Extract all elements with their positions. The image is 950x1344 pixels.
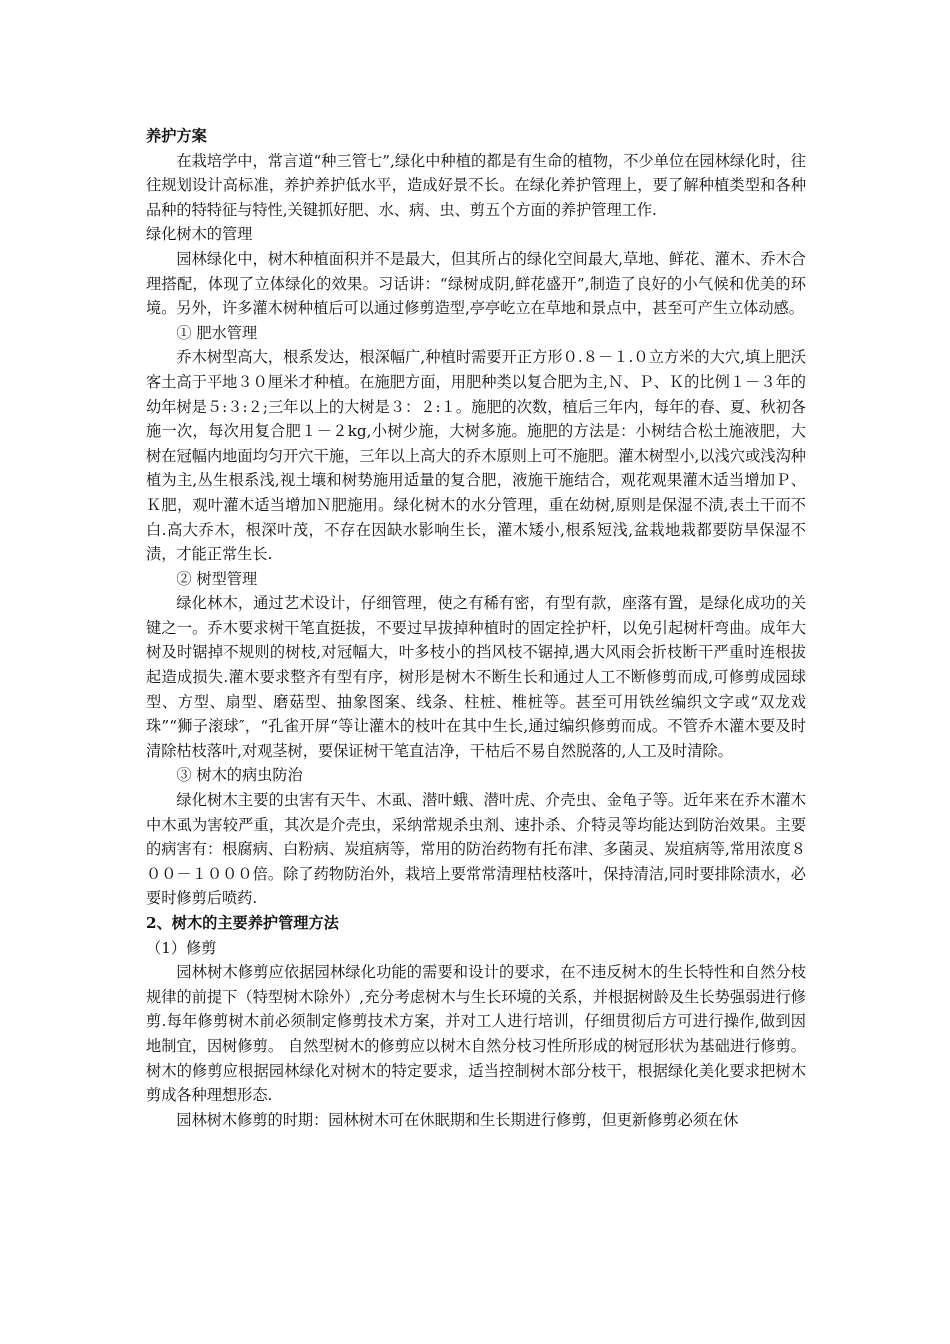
document-page (146, 124, 806, 1132)
section-heading-tree-management: 绿化树木的管理 (146, 225, 253, 244)
document-title: 养护方案 (146, 127, 207, 145)
subsection-paragraph: 绿化树木主要的虫害有天牛、木虱、潜叶蛾、潜叶虎、介壳虫、金龟子等。近年来在乔木灌木中木虱为害较严重，其次是介壳虫，采纳常规杀虫剂、速扑杀、介特灵等均能达到防治效果。主要的病害有：根腐病、白粉病、炭疽病等，常用的防治药物有托布津、多菌灵、炭疽病等,常用浓度８００－１０００倍。除了药物防治外，栽培上要常常清理枯枝落叶，保持清洁,同时要排除渍水，必要时修剪后喷药. (146, 791, 806, 908)
subsection-heading-pest-control: ③ 树木的病虫防治 (176, 766, 303, 785)
pruning-timing-paragraph: 园林树木修剪的时期：园林树木可在休眠期和生长期进行修剪，但更新修剪必须在休 (176, 1110, 739, 1129)
section-paragraph: 园林绿化中，树木种植面积并不是最大，但其所占的绿化空间最大,草地、鲜花、灌木、乔木合理搭配，体现了立体绿化的效果。习话讲：“绿树成阴,鲜花盛开”,制造了良好的小气候和优美的环境。另外，许多灌木树种植后可以通过修剪造型,亭亭屹立在草地和景点中，甚至可产生立体动感。 (146, 249, 806, 318)
subsection-paragraph: 乔木树型高大，根系发达，根深幅广,种植时需要开正方形０.８－１.０立方米的大穴,填上肥沃客土高于平地３０厘米才种植。在施肥方面，用肥种类以复合肥为主,Ｎ、Ｐ、Ｋ的比例１－３年的幼年树是５:３:２;三年以上的大树是３：２:１。施肥的次数，植后三年内，每年的春、夏、秋初各施一次，每次用复合肥１－２kg,小树少施，大树多施。施肥的方法是：小树结合松土施液肥，大树在冠幅内地面均匀开穴干施，三年以上高大的乔木原则上可不施肥。灌木树型小,以浅穴或浅沟种植为主,丛生根系浅,视土壤和树势施用适量的复合肥，液施干施结合，观花观果灌木适当增加Ｐ、Ｋ肥，观叶灌木适当增加Ｎ肥施用。绿化树木的水分管理，重在幼树,原则是保湿不渍,表土干而不白.高大乔木，根深叶茂，不存在因缺水影响生长，灌木矮小,根系短浅,盆栽地栽都要防旱保湿不渍，才能正常生长. (146, 348, 806, 564)
section-heading-maintenance-methods: 2、树木的主要养护管理方法 (146, 914, 339, 932)
subsection-heading-tree-shape: ② 树型管理 (176, 569, 258, 588)
subsection-paragraph: 绿化林木，通过艺术设计，仔细管理，使之有稀有密，有型有款，座落有置，是绿化成功的关键之一。乔木要求树干笔直挺拔，不要过早拔掉种植时的固定拴护杆，以免引起树杆弯曲。成年大树及时锯掉不规则的树枝,对冠幅大，叶多枝小的挡风枝不锯掉,遇大风雨会折枝断干严重时连根拔起造成损失.灌木要求整齐有型有序，树形是树木不断生长和通过人工不断修剪而成,可修剪成园球型、方型、扇型、磨菇型、抽象图案、线条、柱桩、椎桩等。甚至可用铁丝编织文字或“双龙戏珠”“狮子滚球″，“孔雀开屏“等让灌木的枝叶在其中生长,通过编织修剪而成。不管乔木灌木要及时清除枯枝落叶,对观茎树，要保证树干笔直洁净，干枯后不易自然脱落的,人工及时清除。 (146, 594, 806, 760)
subsection-heading-pruning: （1）修剪 (146, 938, 217, 957)
subsection-heading-fertilizer-water: ① 肥水管理 (176, 323, 258, 342)
pruning-paragraph: 园林树木修剪应依据园林绿化功能的需要和设计的要求，在不违反树木的生长特性和自然分枝规律的前提下（特型树木除外）,充分考虑树木与生长环境的关系，并根据树龄及生长势强弱进行修剪.每年修剪树木前必须制定修剪技术方案，并对工人进行培训，仔细贯彻后方可进行操作,做到因地制宜，因树修剪。 自然型树木的修剪应以树木自然分枝习性所形成的树冠形状为基础进行修剪。树木的修剪应根据园林绿化对树木的特定要求，适当控制树木部分枝干，根据绿化美化要求把树木剪成各种理想形态. (146, 963, 806, 1105)
intro-paragraph: 在栽培学中，常言道“种三管七”,绿化中种植的都是有生命的植物，不少单位在园林绿化时，往往规划设计高标准，养护养护低水平，造成好景不长。在绿化养护管理上，要了解种植类型和各种品种的特特征与特性,关键抓好肥、水、病、虫、剪五个方面的养护管理工作. (146, 151, 806, 219)
